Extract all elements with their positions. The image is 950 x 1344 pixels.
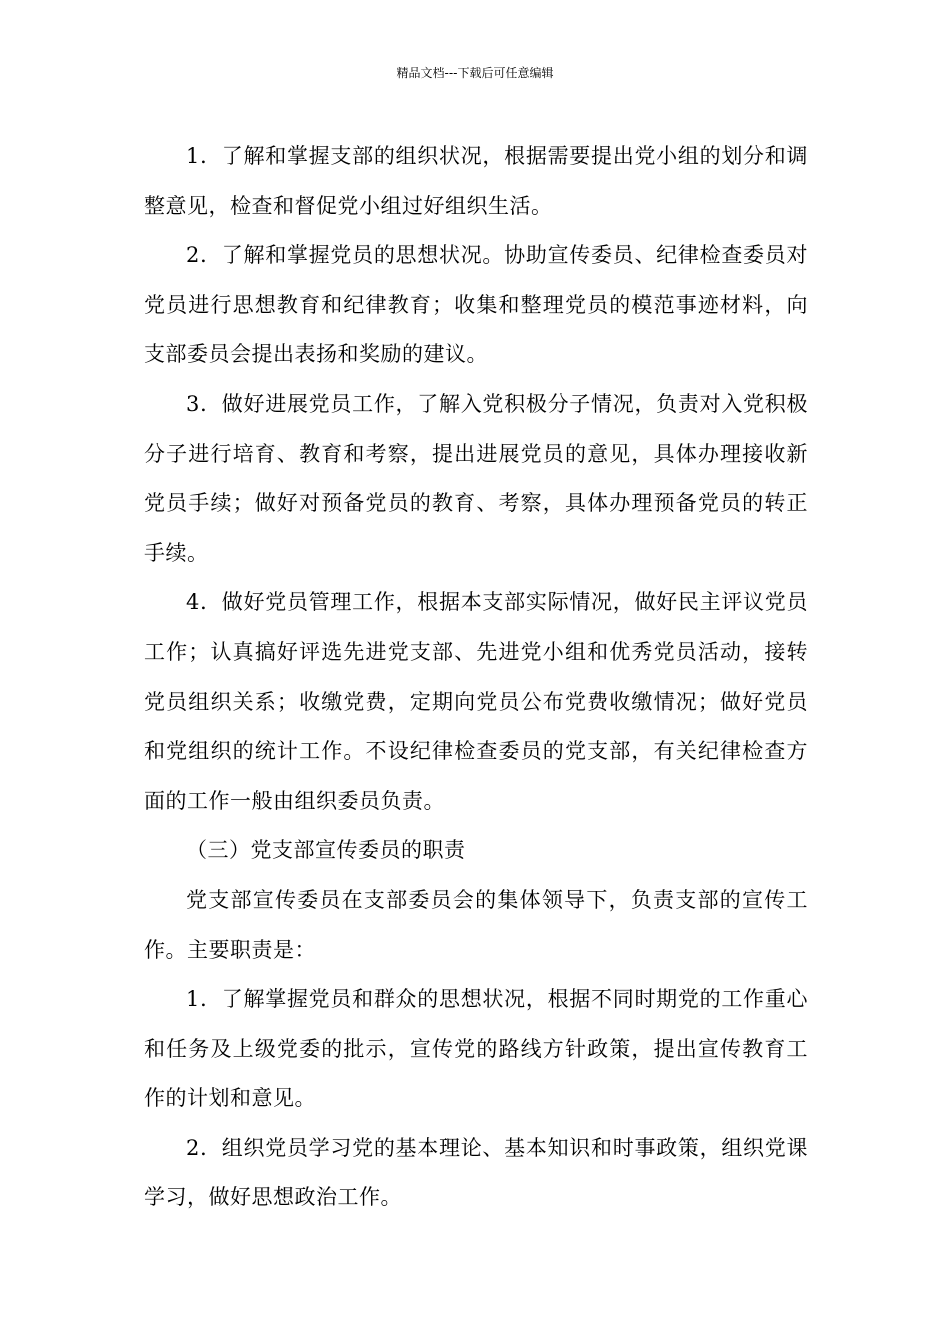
paragraph-org-1: 1．了解和掌握支部的组织状况，根据需要提出党小组的划分和调整意见，检查和督促党小组过好组织生活。 [144,144,808,218]
document-body [144,132,808,1223]
paragraph-propaganda-1: 1．了解掌握党员和群众的思想状况，根据不同时期党的工作重心和任务及上级党委的批示，宣传党的路线方针政策，提出宣传教育工作的计划和意见。 [144,987,808,1111]
page-header: 精品文档---下载后可任意编辑 [396,66,554,80]
paragraph-org-3: 3．做好进展党员工作，了解入党积极分子情况，负责对入党积极分子进行培育、教育和考察，提出进展党员的意见，具体办理接收新党员手续；做好对预备党员的教育、考察，具体办理预备党员的转正手续。 [144,391,808,565]
paragraph-propaganda-2: 2．组织党员学习党的基本理论、基本知识和时事政策，组织党课学习，做好思想政治工作。 [144,1135,808,1210]
section-heading-propaganda: （三）党支部宣传委员的职责 [186,838,466,863]
paragraph-org-2: 2．了解和掌握党员的思想状况。协助宣传委员、纪律检查委员对党员进行思想教育和纪律教育；收集和整理党员的模范事迹材料，向支部委员会提出表扬和奖励的建议。 [144,243,808,367]
paragraph-org-4: 4．做好党员管理工作，根据本支部实际情况，做好民主评议党员工作；认真搞好评选先进党支部、先进党小组和优秀党员活动，接转党员组织关系；收缴党费，定期向党员公布党费收缴情况；做好党员和党组织的统计工作。不设纪律检查委员的党支部，有关纪律检查方面的工作一般由组织委员负责。 [144,590,808,813]
paragraph-propaganda-intro: 党支部宣传委员在支部委员会的集体领导下，负责支部的宣传工作。主要职责是： [144,887,808,962]
